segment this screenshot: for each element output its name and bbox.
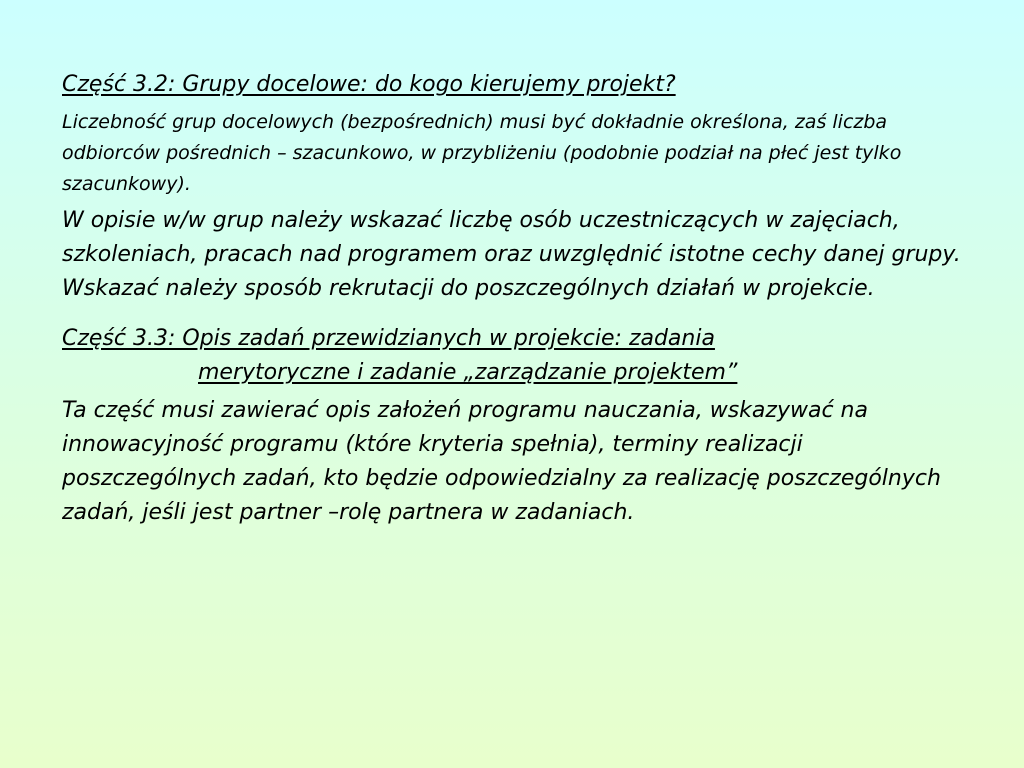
section-grupy-docelowe [62,68,962,306]
section-spacer [62,306,962,322]
section-title-3-3 [62,322,962,390]
paragraph-liczebnosc: Liczebność grup docelowych (bezpośrednich) musi być dokładnie określona, zaś liczba odbiorców pośrednich – szacunkowo, w przybliżeniu (podobnie podział na płeć jest tylko szacunkowy). [62,111,902,195]
section-opis-zadan [62,322,962,530]
section-title-3-3-line-2: merytoryczne i zadanie „zarządzanie projektem” [198,360,738,385]
slide-content [62,68,962,530]
section-title-3-2: Część 3.2: Grupy docelowe: do kogo kierujemy projekt? [62,72,676,97]
paragraph-opis-zalozen: Ta część musi zawierać opis założeń programu nauczania, wskazywać na innowacyjność programu (które kryteria spełnia), terminy realizacji poszczególnych zadań, kto będzie odpowiedzialny za realizację poszczególnych zadań, jeśli jest partner –rolę partnera w zadaniach. [62,398,941,525]
section-title-3-3-line-1: Część 3.3: Opis zadań przewidzianych w projekcie: zadania [62,326,715,351]
paragraph-opis-grup: W opisie w/w grup należy wskazać liczbę osób uczestniczących w zajęciach, szkoleniach, pracach nad programem oraz uwzględnić istotne cechy danej grupy. Wskazać należy sposób rekrutacji do poszczególnych działań w projekcie. [62,208,961,301]
